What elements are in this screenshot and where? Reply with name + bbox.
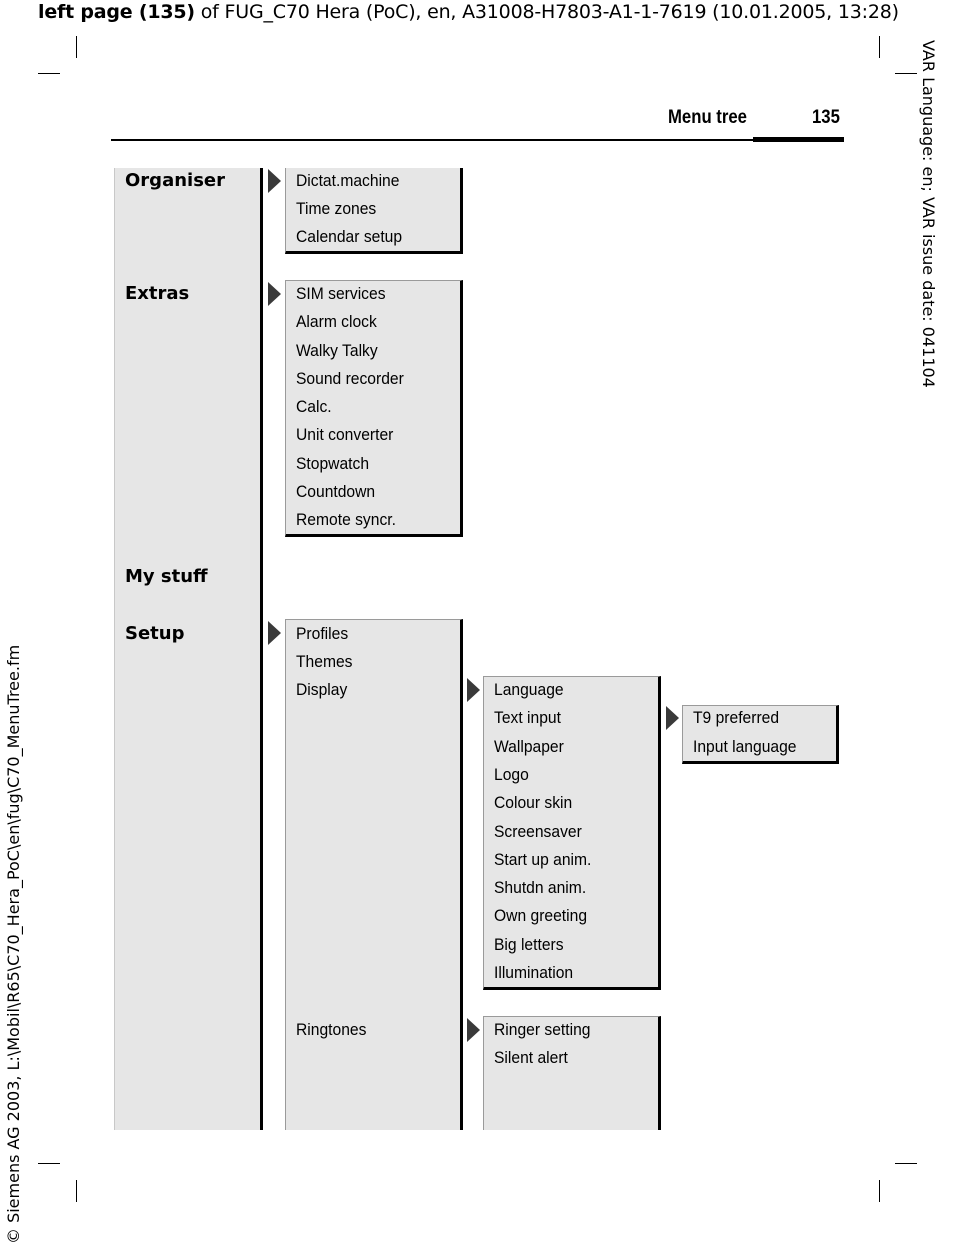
main-menu-column-edge: [260, 168, 263, 1130]
crop-mark: [38, 73, 60, 74]
submenu-item[interactable]: Calendar setup: [296, 227, 403, 246]
crop-mark: [879, 1180, 880, 1202]
submenu-item[interactable]: Screensaver: [494, 822, 582, 841]
side-note-copyright: © Siemens AG 2003, L:\Mobil\R65\C70_Hera_PoC\en\fug\C70_MenuTree.fm: [4, 644, 23, 1244]
header-rule-accent: [753, 137, 844, 142]
submenu-item[interactable]: Alarm clock: [296, 312, 377, 331]
crop-mark: [38, 1163, 60, 1164]
submenu-item[interactable]: Silent alert: [494, 1048, 568, 1067]
crop-mark: [76, 36, 77, 58]
menu-setup[interactable]: Setup: [125, 623, 185, 644]
submenu-item[interactable]: Dictat.machine: [296, 171, 400, 190]
triangle-right-icon: [268, 621, 281, 645]
menu-extras[interactable]: Extras: [125, 283, 190, 304]
submenu-item[interactable]: Countdown: [296, 482, 376, 501]
menu-organiser[interactable]: Organiser: [125, 170, 225, 191]
submenu-item[interactable]: Unit converter: [296, 425, 394, 444]
submenu-item[interactable]: Sound recorder: [296, 369, 404, 388]
submenu-item[interactable]: Ringer setting: [494, 1020, 591, 1039]
submenu-item[interactable]: Illumination: [494, 963, 574, 982]
triangle-right-icon: [666, 706, 679, 730]
crop-mark: [895, 1163, 917, 1164]
triangle-right-icon: [467, 678, 480, 702]
running-header-file-info: of FUG_C70 Hera (PoC), en, A31008-H7803-A1-1-7619 (10.01.2005, 13:28): [194, 1, 899, 23]
submenu-item[interactable]: Big letters: [494, 935, 564, 954]
triangle-right-icon: [268, 169, 281, 193]
submenu-item[interactable]: Time zones: [296, 199, 377, 218]
submenu-item[interactable]: Profiles: [296, 624, 349, 643]
crop-mark: [895, 73, 917, 74]
submenu-item[interactable]: T9 preferred: [693, 708, 780, 727]
submenu-item[interactable]: Walky Talky: [296, 341, 378, 360]
submenu-item[interactable]: Stopwatch: [296, 454, 370, 473]
submenu-item[interactable]: Calc.: [296, 397, 332, 416]
triangle-right-icon: [467, 1018, 480, 1042]
running-header-page-ref: left page (135): [38, 1, 195, 23]
submenu-item[interactable]: Themes: [296, 652, 353, 671]
crop-mark: [76, 1180, 77, 1202]
submenu-item[interactable]: Start up anim.: [494, 850, 592, 869]
crop-mark: [879, 36, 880, 58]
submenu-item[interactable]: Colour skin: [494, 793, 573, 812]
submenu-item[interactable]: Wallpaper: [494, 737, 564, 756]
submenu-item[interactable]: Input language: [693, 737, 797, 756]
page-title: Menu tree: [668, 107, 747, 128]
submenu-item[interactable]: Language: [494, 680, 564, 699]
side-note-language: VAR Language: en; VAR issue date: 041104: [919, 40, 938, 388]
main-menu-column: [114, 168, 261, 1130]
submenu-item[interactable]: Remote syncr.: [296, 510, 396, 529]
menu-my-stuff[interactable]: My stuff: [125, 566, 208, 587]
submenu-item[interactable]: Ringtones: [296, 1020, 367, 1039]
submenu-item[interactable]: Display: [296, 680, 348, 699]
submenu-item[interactable]: Shutdn anim.: [494, 878, 587, 897]
document-running-header: [38, 1, 899, 23]
submenu-item[interactable]: Own greeting: [494, 906, 588, 925]
submenu-item[interactable]: Text input: [494, 708, 561, 727]
page-number: 135: [812, 107, 840, 128]
submenu-item[interactable]: Logo: [494, 765, 529, 784]
submenu-item[interactable]: SIM services: [296, 284, 386, 303]
triangle-right-icon: [268, 282, 281, 306]
header-rule: [111, 139, 844, 141]
